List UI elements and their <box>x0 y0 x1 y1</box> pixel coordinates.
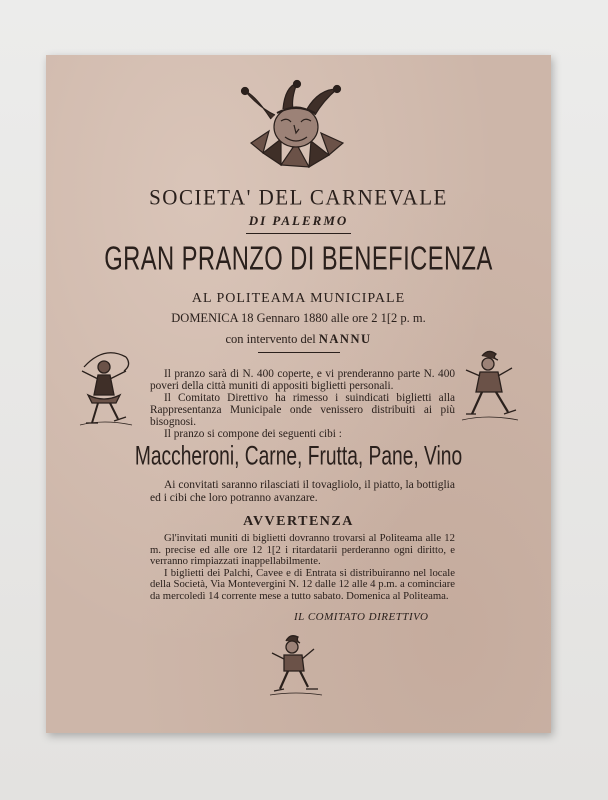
society-name: SOCIETA' DEL CARNEVALE <box>149 184 448 210</box>
warning-details <box>150 533 455 602</box>
signature: IL COMITATO DIRETTIVO <box>294 611 429 623</box>
venue-line: AL POLITEAMA MUNICIPALE <box>191 291 406 306</box>
paragraph: Il Comitato Direttivo ha rimesso i suindicati biglietti alla Rappresentanza Municipale onde venissero distribuiti ai più bisognosi. <box>150 392 455 428</box>
dancing-figure-icon <box>74 345 138 427</box>
lunch-details <box>150 368 455 440</box>
jester-mask-icon <box>241 81 351 173</box>
city-name: DI PALERMO <box>248 213 349 228</box>
intervention-name: NANNU <box>318 332 372 346</box>
dancing-jester-icon <box>268 633 324 699</box>
divider-rule <box>246 233 351 234</box>
guest-details <box>150 479 455 505</box>
divider-rule-small <box>258 352 340 353</box>
paragraph: Ai convitati saranno rilasciati il tovagliolo, il piatto, la bottiglia ed i cibi che loro potranno avanzare. <box>150 479 455 504</box>
paragraph: Gl'invitati muniti di biglietti dovranno trovarsi al Politeama alle 12 m. precise ed alle ore 12 1[2 i ritardatarii perderanno ogni diritto, e verranno rimpiazzati inappellabilmente. <box>150 532 455 567</box>
paragraph: Il pranzo sarà di N. 400 coperte, e vi prenderanno parte N. 400 poveri della città muniti di appositi biglietti personali. <box>150 368 455 392</box>
paragraph: Il pranzo si compone dei seguenti cibi : <box>164 428 342 440</box>
running-jester-icon <box>458 348 520 424</box>
event-headline: GRAN PRANZO DI BENEFICENZA <box>104 240 493 278</box>
menu-foods: Maccheroni, Carne, Frutta, Pane, Vino <box>134 441 463 472</box>
poster-sheet <box>46 55 551 733</box>
date-line: DOMENICA 18 Gennaro 1880 alle ore 2 1[2 p. m. <box>171 311 426 325</box>
warning-title: AVVERTENZA <box>243 514 354 529</box>
paragraph: I biglietti dei Palchi, Cavee e di Entrata si distribuiranno nel locale della Società, Via Montevergini N. 12 dalle 12 alle 4 p.m. a cominciare da mercoledì 14 corrente mese a tutto sabato. Domenica al Politeama. <box>150 566 455 602</box>
intervention-prefix: con intervento del <box>225 332 316 346</box>
